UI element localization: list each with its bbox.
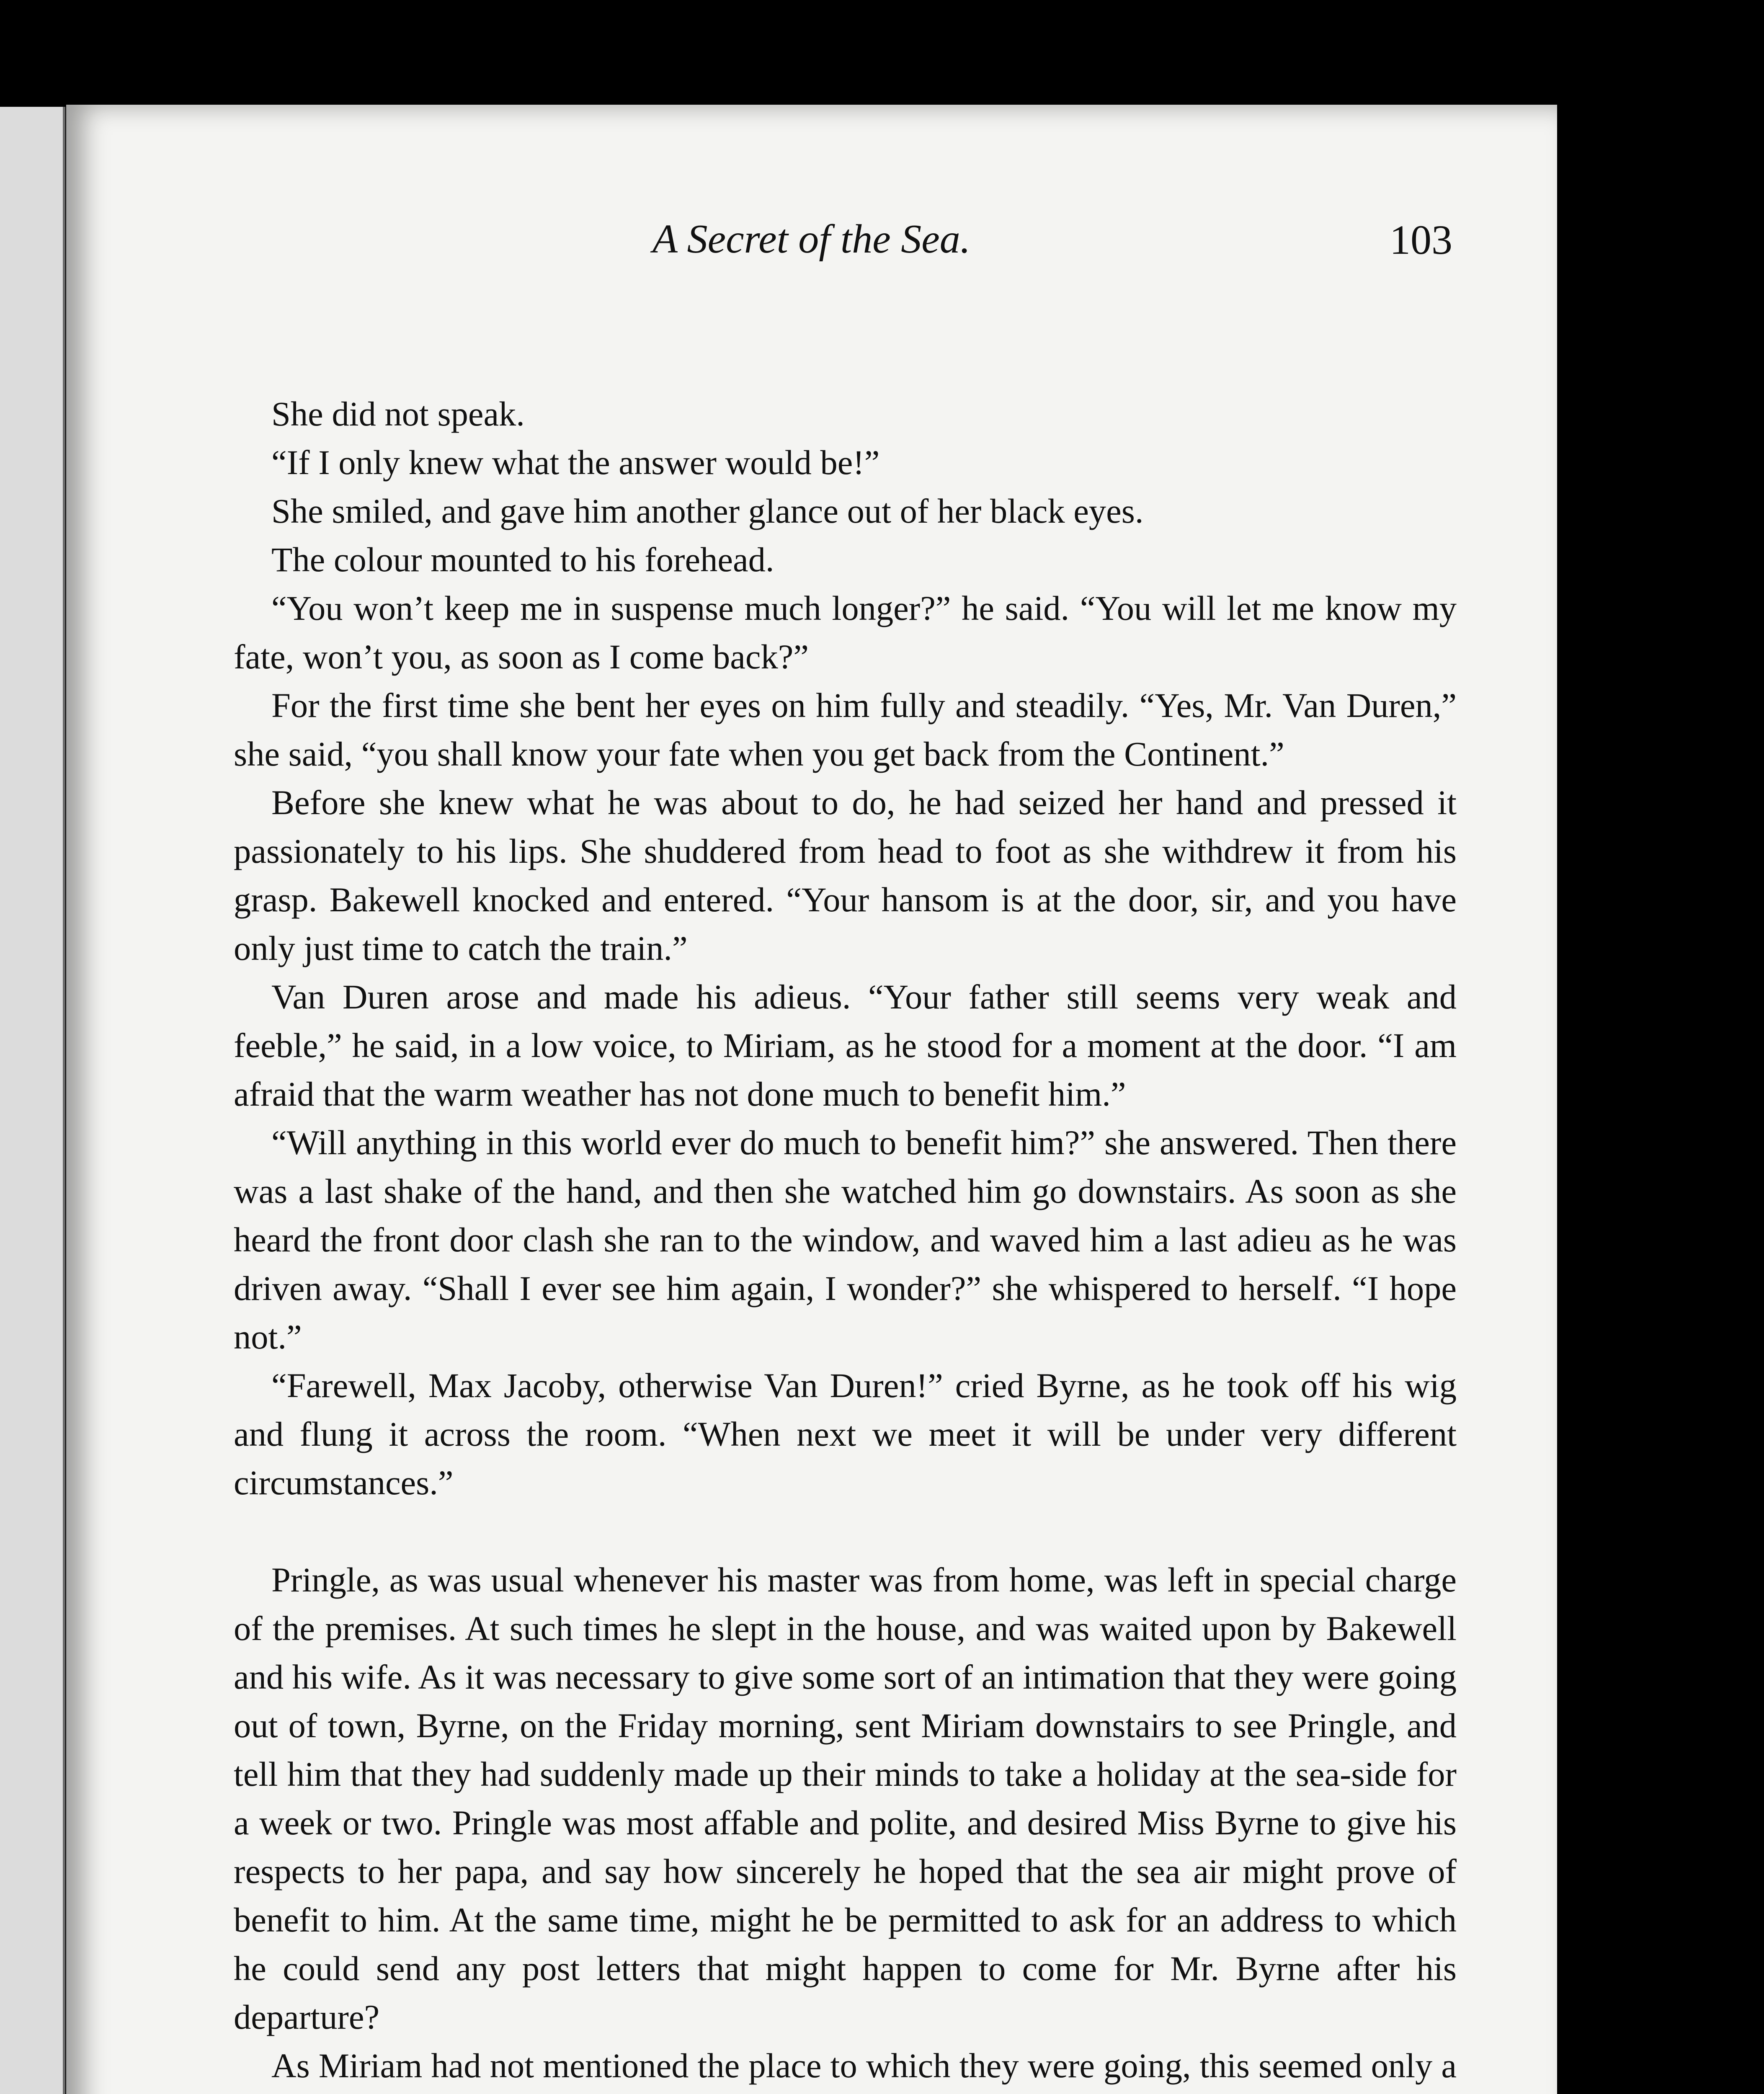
paragraph: Pringle, as was usual whenever his master was from home, was left in special charge of the premises. At such times he slept in the house, and was waited upon by Bakewell and his wife. As it was necessary to give some sort of an intimation that they were going out of town, Byrne, on the Friday morning, sent Miriam downstairs to see Pringle, and tell him that they had suddenly made up their minds to take a holiday at the sea-side for a week or two. Pringle was most affable and polite, and desired Miss Byrne to give his respects to her papa, and say how sincerely he hoped that the sea air might prove of benefit to him. At the same time, might he be permitted to ask for an address to which he could send any post letters that might happen to come for Mr. Byrne after his departure? <box>234 1560 1457 2036</box>
page-number: 103 <box>1390 217 1452 263</box>
paragraph: She smiled, and gave him another glance out of her black eyes. <box>271 492 1144 530</box>
section-break <box>234 1507 1457 1555</box>
running-title: A Secret of the Sea. <box>652 217 971 262</box>
running-head <box>66 216 1557 279</box>
paragraph: As Miriam had not mentioned the place to which they were going, this seemed only a <box>271 2046 1457 2085</box>
body-text <box>234 389 1457 2094</box>
book-page <box>66 105 1557 2094</box>
adjacent-page-edge <box>0 107 65 2094</box>
paragraph: The colour mounted to his forehead. <box>271 540 774 579</box>
paragraph: “You won’t keep me in suspense much longer?” he said. “You will let me know my fate, won’t you, as soon as I come back?” <box>234 589 1457 676</box>
paragraph: Before she knew what he was about to do, he had seized her hand and pressed it passionately to his lips. She shuddered from head to foot as she withdrew it from his grasp. Bakewell knocked and entered. “Your hansom is at the door, sir, and you have only just time to catch the train.” <box>234 783 1457 967</box>
paragraph: For the first time she bent her eyes on him fully and steadily. “Yes, Mr. Van Duren,” she said, “you shall know your fate when you get back from the Continent.” <box>234 686 1457 773</box>
paragraph: She did not speak. <box>271 395 525 433</box>
paragraph: “If I only knew what the answer would be!” <box>271 443 880 482</box>
paragraph: “Farewell, Max Jacoby, otherwise Van Duren!” cried Byrne, as he took off his wig and flung it across the room. “When next we meet it will be under very different circumstances.” <box>234 1366 1457 1502</box>
paragraph: Van Duren arose and made his adieus. “Your father still seems very weak and feeble,” he said, in a low voice, to Miriam, as he stood for a moment at the door. “I am afraid that the warm weather has not done much to benefit him.” <box>234 977 1457 1113</box>
paragraph: “Will anything in this world ever do much to benefit him?” she answered. Then there was a last shake of the hand, and then she watched him go downstairs. As soon as she heard the front door clash she ran to the window, and waved him a last adieu as he was driven away. “Shall I ever see him again, I wonder?” she whispered to herself. “I hope not.” <box>234 1123 1457 1356</box>
